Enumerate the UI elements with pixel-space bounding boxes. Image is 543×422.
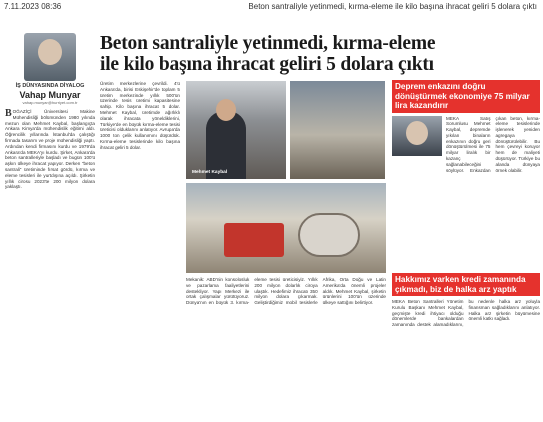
mixer-truck <box>224 223 284 257</box>
portrait-photo <box>186 81 286 179</box>
article-column-3 <box>186 277 386 306</box>
author-photo <box>24 33 76 81</box>
newspaper-clip <box>0 25 543 422</box>
sidebar-box-ipo <box>392 273 540 328</box>
top-bar <box>0 0 543 14</box>
article-headline: Beton santraliyle yetinmedi, kırma-eleme ile kilo başına ihracat geliri 5 dolara çıktı <box>100 33 436 75</box>
sidebar-box2-title: Hakkımız varken kredi zamanında çıkmadı, biz de halka arz yaptık <box>392 273 540 296</box>
drop-cap: B <box>5 108 12 119</box>
plant-photo <box>290 81 385 179</box>
column-kicker: İŞ DÜNYASINDA DİYALOG <box>15 83 85 89</box>
left-body-paragraph: OĞAZİÇİ Üniversitesi Makine Mühendisliği bölümünden 1980 yılında mezun olan Mehmet Kaybal, başlangıçta Ankara Kimya'da mühendislik eğitimi aldı. Öğrencilik yıllarında İstanbul'da çalıştığı firmada tasarım ve proje mühendisliği yaptı. Ardından kendi firmasını kurdu ve 1979'da Ankara'da MEKA'yı kurdu. Şirket, Ankara'da beton santralleriyle başladı ve bugün 100'ü aşkın ülkeye ihracat yapıyor. Derken "beton santrali" üretiminde fırsat gördü, kırma ve eleme tesisleri ile yurtdışına açıldı. Şirketin yıllık cirosu 2023'te 200 milyon dolara yaklaştı. <box>5 109 95 190</box>
clip-date: 7.11.2023 08:36 <box>4 2 62 11</box>
author-email: vahap.munyar@hurriyet.com.tr <box>22 100 78 105</box>
col2-body-text: Üretim merkezlerine çevrildi. 4'ü Ankara'da, birisi Eskişehir'de toplam 5 üretim merkezinde yıllık 500'ün üzerinde tesis üretimi kapasitesine sahip. Kilo başına ihracat 5 dolar. Mehmet Kaybal, üretimde ağırlıklı olarak ihracata yöneldiklerini, Türkiye'de en büyük kırma-eleme tesisi üreticisi olduklarını anlatıyor. Avrupa'da 1000 ton çelik kullanımını düşürdük. Kırma-eleme tesislerinde kilo başına ihracat geliri 5 dolar. <box>100 81 180 150</box>
sidebar-box-earthquake <box>392 80 540 173</box>
sidebar-box-text: MEKA Satış Sorumlusu Mehmet Kaybal, depremde yıkılan binaların enkazının doğru geri dönüştürülmesi ile 75 milyar liralık bir kazanç sağlanabileceğini söylüyor. Enkazdan çıkan beton, kırma-eleme tesislerinde işlenerek yeniden agregaya dönüştürülebilir. Bu hem çevreyi koruyor hem de maliyeti düşürüyor. Türkiye bu alanda dünyaya örnek olabilir. <box>446 115 540 173</box>
col3-body-text: Mekanik: ABD'nin konsolosluk ve pazarlama faaliyetlerini destekliyor. Yapı Merkezi ile ortak çalışmalar yürütüyoruz. Dünya'nın en büyük 3. kırma-eleme tesisi üreticisiyiz. Yıllık 200 milyon dolarlık ciroya ulaştık. Hedefimiz ihracatı 350 milyon dolara çıkarmak. Geliştirdiğimiz mobil tesislerle Afrika, Orta Doğu ve Latin Amerika'da önemli projeler aldık. Mehmet Kaybal, şirketin ürünlerini 100'ün üzerinde ülkeye sattığını belirtiyor. <box>186 277 386 306</box>
mixer-drum <box>298 213 360 257</box>
author-name: Vahap Munyar <box>19 90 81 100</box>
sidebar-box-title: Deprem enkazını doğru dönüştürmek ekonomiye 75 milyar lira kazandırır <box>392 80 540 113</box>
sidebar-photo <box>392 116 442 156</box>
photo-caption: Mehmet Kaybal <box>192 170 228 175</box>
clip-title: Beton santraliyle yetinmedi, kırma-eleme ile kilo başına ihracat geliri 5 dolara çıktı <box>248 2 537 11</box>
sidebar-box2-text: MEKA Beton Santralleri Yönetim Kurulu Başkanı Mehmet Kaybal, geçmişte kredi ihtiyacı olduğu dönemlerde bankalardan zamanında destek alamadıklarını, bu nedenle halka arz yoluyla finansman sağladıklarını anlatıyor. Halka arz şirketin büyümesine önemli katkı sağladı. <box>392 299 540 328</box>
person-face <box>216 99 236 121</box>
concrete-plant-photo <box>186 183 386 273</box>
person-figure <box>206 111 246 179</box>
article-column-2 <box>100 81 180 151</box>
left-body-text <box>5 109 95 190</box>
author-column <box>5 33 95 190</box>
